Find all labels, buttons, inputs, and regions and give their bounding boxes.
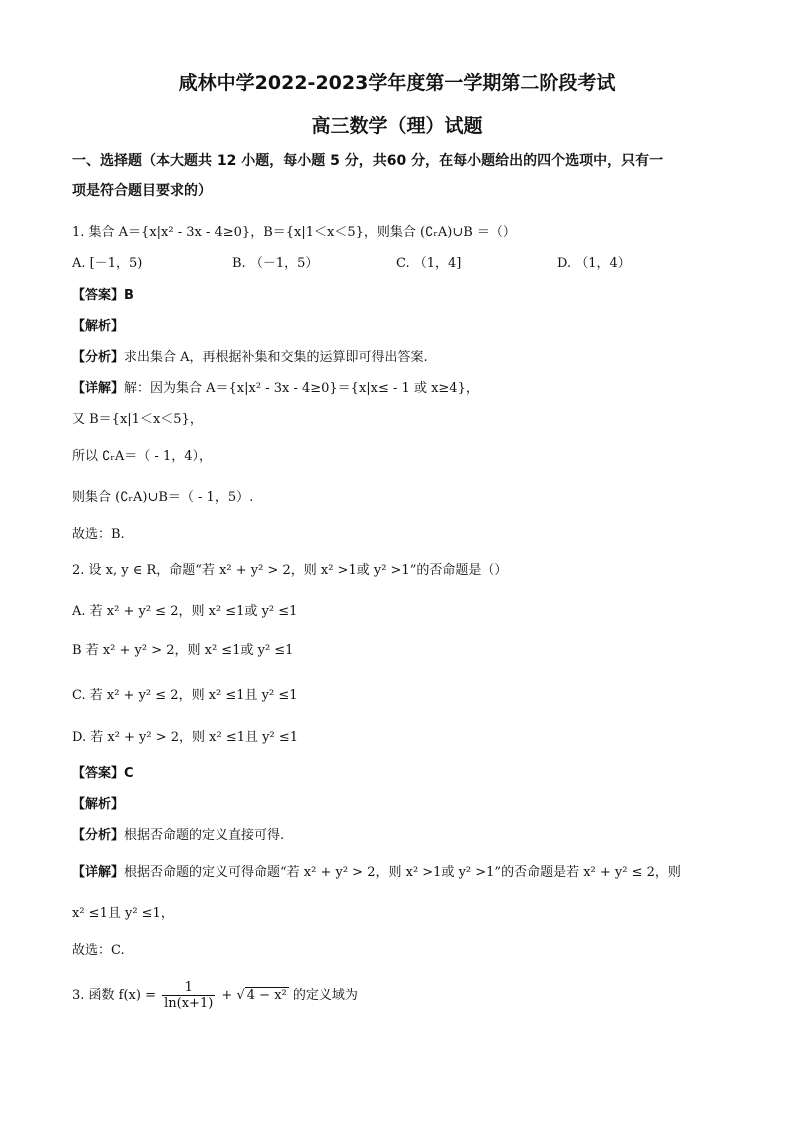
q3-prefix: 3. 函数 f(x) =: [72, 988, 161, 1003]
exam-subtitle: 高三数学（理）试题: [311, 115, 483, 137]
q3-fraction-denominator: ln(x+1): [164, 996, 214, 1011]
q3-fraction: [162, 980, 215, 1011]
exam-title: 咸林中学2022-2023学年度第一学期第二阶段考试: [178, 72, 616, 94]
q2-answer: 【答案】C: [72, 766, 134, 781]
q3-stem: [72, 980, 358, 1011]
q1-option-b: B. （－1，5）: [232, 256, 319, 271]
q1-choice: 故选：B.: [72, 527, 125, 542]
q1-detail-tag: 【详解】: [72, 381, 125, 396]
q2-detail-text1: 根据否命题的定义可得命题“若 x² + y² > 2，则 x² >1或 y² >1”的否命题是若 x² + y² ≤ 2，则: [124, 865, 681, 880]
q1-detail-line3: 所以 ∁ᵣA＝（ - 1，4），: [72, 449, 213, 464]
q2-analysis-label: 【解析】: [72, 797, 125, 812]
q2-fenxi-tag: 【分析】: [72, 828, 125, 843]
q2-choice: 故选：C.: [72, 943, 125, 958]
q2-option-d: D. 若 x² + y² > 2，则 x² ≤1且 y² ≤1: [72, 730, 298, 745]
q2-detail-line1: [72, 864, 681, 882]
q1-detail-line2: 又 B＝{x|1＜x＜5}，: [72, 412, 203, 427]
q1-detail-line1: [72, 380, 479, 398]
section-heading-line1: 一、选择题（本大题共 12 小题，每小题 5 分，共60 分，在每小题给出的四个选项中，只有一: [72, 153, 664, 169]
q2-detail-tag: 【详解】: [72, 865, 125, 880]
q3-plus: +: [217, 988, 237, 1003]
q1-analysis-label: 【解析】: [72, 319, 125, 334]
q3-sqrt-sign: √: [236, 988, 245, 1003]
q1-option-d: D. （1，4）: [557, 256, 631, 271]
q1-fenxi-text: 求出集合 A，再根据补集和交集的运算即可得出答案.: [124, 350, 428, 365]
q1-option-a: A. [－1，5): [72, 256, 143, 271]
q1-stem: 1. 集合 A＝{x|x² - 3x - 4≥0}，B＝{x|1＜x＜5}，则集合 (∁ᵣA)∪B ＝（）: [72, 225, 516, 240]
q2-option-c: C. 若 x² + y² ≤ 2，则 x² ≤1且 y² ≤1: [72, 688, 298, 703]
q3-fraction-numerator: 1: [162, 980, 215, 996]
q2-option-a: A. 若 x² + y² ≤ 2，则 x² ≤1或 y² ≤1: [72, 604, 298, 619]
q1-fenxi: [72, 349, 428, 367]
q1-detail-text1: 解：因为集合 A＝{x|x² - 3x - 4≥0}＝{x|x≤ - 1 或 x≥4}，: [124, 381, 479, 396]
q1-fenxi-tag: 【分析】: [72, 350, 125, 365]
q2-detail-line2: x² ≤1且 y² ≤1，: [72, 906, 174, 921]
q1-detail-line4: 则集合 (∁ᵣA)∪B＝（ - 1，5）.: [72, 490, 254, 505]
q3-suffix: 的定义域为: [288, 988, 358, 1003]
q3-radicand: 4 − x²: [246, 988, 287, 1003]
q2-fenxi-text: 根据否命题的定义直接可得.: [124, 828, 285, 843]
q2-stem: 2. 设 x, y ∈ R，命题“若 x² + y² > 2，则 x² >1或 y² >1”的否命题是（）: [72, 563, 508, 578]
section-heading-line2: 项是符合题目要求的）: [72, 183, 212, 199]
q1-answer: 【答案】B: [72, 288, 134, 303]
q2-fenxi: [72, 827, 284, 845]
q2-option-b: B 若 x² + y² > 2，则 x² ≤1或 y² ≤1: [72, 643, 294, 658]
q1-option-c: C. （1，4]: [396, 256, 462, 271]
